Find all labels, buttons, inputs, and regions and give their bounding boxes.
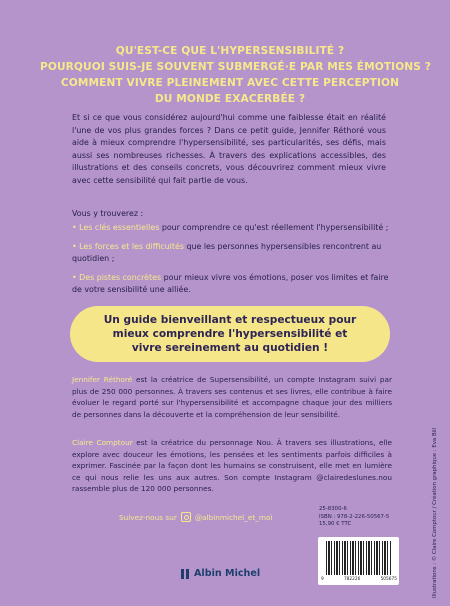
barcode-digit-group: 9 [321,577,324,582]
barcode-bars [326,541,392,575]
bullet-text: pour mieux vivre vos émotions, poser vos limites et faire de votre sensibilité une alliée. [72,272,389,295]
intro-paragraph: Et si ce que vous considérez aujourd'hui comme une faiblesse était en réalité l'une de vos plus grandes forces ? Dans ce petit guide, Jennifer Réthoré vous aide à mieux comprendre l'hypersensibilité, ses particularités, ses défis, mais aussi ses nombreuses richesses. À travers des explications accessibles, des illustrations et des conseils concrets, vous découvrirez comment mieux vivre avec cette sensibilité qui fait partie de vous. [72,113,386,185]
question-line: POURQUOI SUIS-JE SOUVENT SUBMERGÉ·E PAR MES ÉMOTIONS ? [40,61,432,73]
bullet-highlight: • Les forces et les difficultés [72,241,184,251]
isbn-number: ISBN : 978-2-226-50567-5 [319,513,390,520]
question-line: COMMENT VIVRE PLEINEMENT AVEC CETTE PERCEPTION [60,77,400,89]
feature-list [72,222,392,303]
barcode-digit-group: 782226 [343,577,361,582]
instagram-handle[interactable]: @albinmichel_et_moi [194,512,273,522]
bullet-highlight: • Des pistes concrètes [72,272,162,282]
publisher-logo [181,568,260,579]
illustrator-name: Claire Comptour [72,438,133,447]
author-name: Jennifer Réthoré [72,375,133,384]
list-item [72,272,392,297]
price: 15,90 € TTC [319,521,352,528]
question-line: QU'EST-CE QUE L'HYPERSENSIBILITÉ ? [115,45,345,57]
social-follow [119,512,272,522]
tagline-banner [70,306,390,362]
barcode [318,537,399,585]
barcode-digits [321,577,397,582]
credit-line: Illustrations : © Claire Comptour / Création graphique : Eva Bill [432,427,438,598]
publisher-name: Albin Michel [194,568,261,579]
bullet-text: que les personnes hypersensibles rencontrent au quotidien ; [72,241,382,264]
product-code: 25-8300-6 [319,506,347,512]
illustrator-bio-text: est la créatrice du personnage Nou. À travers ses illustrations, elle explore avec douceur les émotions, les pensées et les sentiments parfois difficiles à exprimer. Fascinée par la façon dont les humains se construisent, elle met en lumière ce qui nous relie les uns aux autres. Son compte Instagram @clairedeslunes.nou rassemble plus de 120 000 personnes. [72,438,392,494]
publisher-icon [181,569,189,579]
follow-label: Suivez-nous sur [119,512,177,522]
list-item [72,241,392,266]
cover-questions [40,43,432,107]
bullet-highlight: • Les clés essentielles [72,223,160,232]
author-bio-text: est la créatrice de Supersensibilité, un compte Instagram suivi par plus de 250 000 personnes. À travers ses contenus et ses livres, elle contribue à faire évoluer le regard porté sur l'hypersensibilité et accompagne chaque jour des milliers de personnes dans la découverte et la compréhension de leur sensibilité. [72,375,392,419]
bullet-text: pour comprendre ce qu'est réellement l'hypersensibilité ; [159,223,389,232]
find-label: Vous y trouverez : [72,209,144,218]
barcode-digit-group: 505675 [380,577,397,582]
author-bio [72,374,392,420]
illustrator-bio [72,437,392,495]
question-line: DU MONDE EXACERBÉE ? [154,93,306,105]
isbn-block [319,506,389,529]
tagline-text: Un guide bienveillant et respectueux pour mieux comprendre l'hypersensibilité et vivre sereinement au quotidien ! [103,314,357,354]
list-item [72,222,392,235]
instagram-icon [181,512,191,522]
